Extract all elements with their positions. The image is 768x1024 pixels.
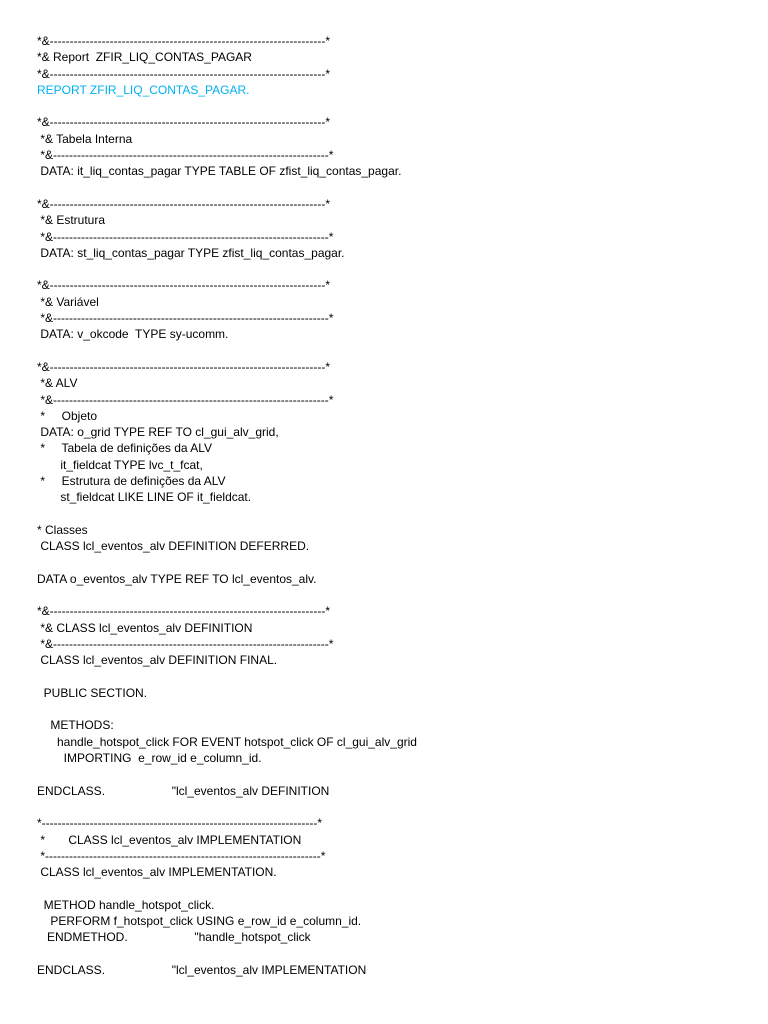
- code-line: st_fieldcat LIKE LINE OF it_fieldcat.: [37, 490, 252, 505]
- code-line: *& Variável: [37, 294, 99, 309]
- code-line: DATA: st_liq_contas_pagar TYPE zfist_liq_contas_pagar.: [37, 245, 345, 260]
- code-line: [37, 261, 748, 277]
- code-line: *&---------------------------------------------------------------------*: [37, 196, 331, 211]
- code-line: * Tabela de definições da ALV: [37, 441, 213, 456]
- code-line: *&---------------------------------------------------------------------*: [37, 278, 331, 293]
- code-line: *&---------------------------------------------------------------------*: [37, 359, 331, 374]
- code-line: *&---------------------------------------------------------------------*: [37, 34, 331, 48]
- code-line: CLASS lcl_eventos_alv DEFINITION DEFERRED.: [37, 539, 310, 554]
- code-line: METHOD handle_hotspot_click.: [37, 897, 215, 912]
- code-line: *&---------------------------------------------------------------------*: [37, 229, 334, 244]
- code-line: *&---------------------------------------------------------------------*: [37, 636, 334, 651]
- code-line: [37, 880, 748, 896]
- report-statement-line: REPORT ZFIR_LIQ_CONTAS_PAGAR.: [37, 82, 250, 97]
- code-line: [37, 587, 748, 603]
- code-line: *---------------------------------------------------------------------*: [37, 816, 323, 831]
- code-line: *& Tabela Interna: [37, 131, 133, 146]
- code-line: [37, 669, 748, 685]
- code-line: *&---------------------------------------------------------------------*: [37, 604, 331, 619]
- code-line: [37, 343, 748, 359]
- code-line: *& ALV: [37, 376, 78, 391]
- code-line: DATA: v_okcode TYPE sy-ucomm.: [37, 327, 229, 342]
- code-line: CLASS lcl_eventos_alv DEFINITION FINAL.: [37, 653, 278, 668]
- code-line: [37, 506, 748, 522]
- code-line: DATA: o_grid TYPE REF TO cl_gui_alv_grid,: [37, 425, 279, 440]
- code-line: ENDCLASS. "lcl_eventos_alv DEFINITION: [37, 783, 330, 798]
- code-line: handle_hotspot_click FOR EVENT hotspot_click OF cl_gui_alv_grid: [37, 734, 417, 749]
- code-line: * Objeto: [37, 408, 98, 423]
- abap-source-document: [37, 33, 748, 978]
- code-line: [37, 799, 748, 815]
- code-line: IMPORTING e_row_id e_column_id.: [37, 751, 262, 766]
- code-line: PERFORM f_hotspot_click USING e_row_id e_column_id.: [37, 914, 362, 929]
- code-line: ENDCLASS. "lcl_eventos_alv IMPLEMENTATION: [37, 962, 367, 977]
- code-line: *---------------------------------------------------------------------*: [37, 848, 326, 863]
- code-line: PUBLIC SECTION.: [37, 685, 148, 700]
- code-line: [37, 98, 748, 114]
- code-line: * Classes: [37, 522, 88, 537]
- code-line: [37, 766, 748, 782]
- code-line: * CLASS lcl_eventos_alv IMPLEMENTATION: [37, 832, 302, 847]
- code-line: *&---------------------------------------------------------------------*: [37, 392, 334, 407]
- code-line: *&---------------------------------------------------------------------*: [37, 115, 331, 130]
- code-line: [37, 946, 748, 962]
- code-line: DATA: it_liq_contas_pagar TYPE TABLE OF zfist_liq_contas_pagar.: [37, 164, 402, 179]
- code-line: *&---------------------------------------------------------------------*: [37, 66, 331, 81]
- code-line: [37, 555, 748, 571]
- code-line: *& CLASS lcl_eventos_alv DEFINITION: [37, 620, 253, 635]
- code-line: DATA o_eventos_alv TYPE REF TO lcl_eventos_alv.: [37, 571, 317, 586]
- code-line: CLASS lcl_eventos_alv IMPLEMENTATION.: [37, 865, 277, 880]
- code-line: *&---------------------------------------------------------------------*: [37, 311, 334, 326]
- code-line: METHODS:: [37, 718, 114, 733]
- code-line: [37, 701, 748, 717]
- code-line: *& Report ZFIR_LIQ_CONTAS_PAGAR: [37, 50, 252, 65]
- code-line: it_fieldcat TYPE lvc_t_fcat,: [37, 457, 203, 472]
- code-line: *& Estrutura: [37, 213, 106, 228]
- code-line: * Estrutura de definições da ALV: [37, 474, 226, 489]
- code-line: *&---------------------------------------------------------------------*: [37, 148, 334, 163]
- code-line: [37, 180, 748, 196]
- code-line: ENDMETHOD. "handle_hotspot_click: [37, 930, 311, 945]
